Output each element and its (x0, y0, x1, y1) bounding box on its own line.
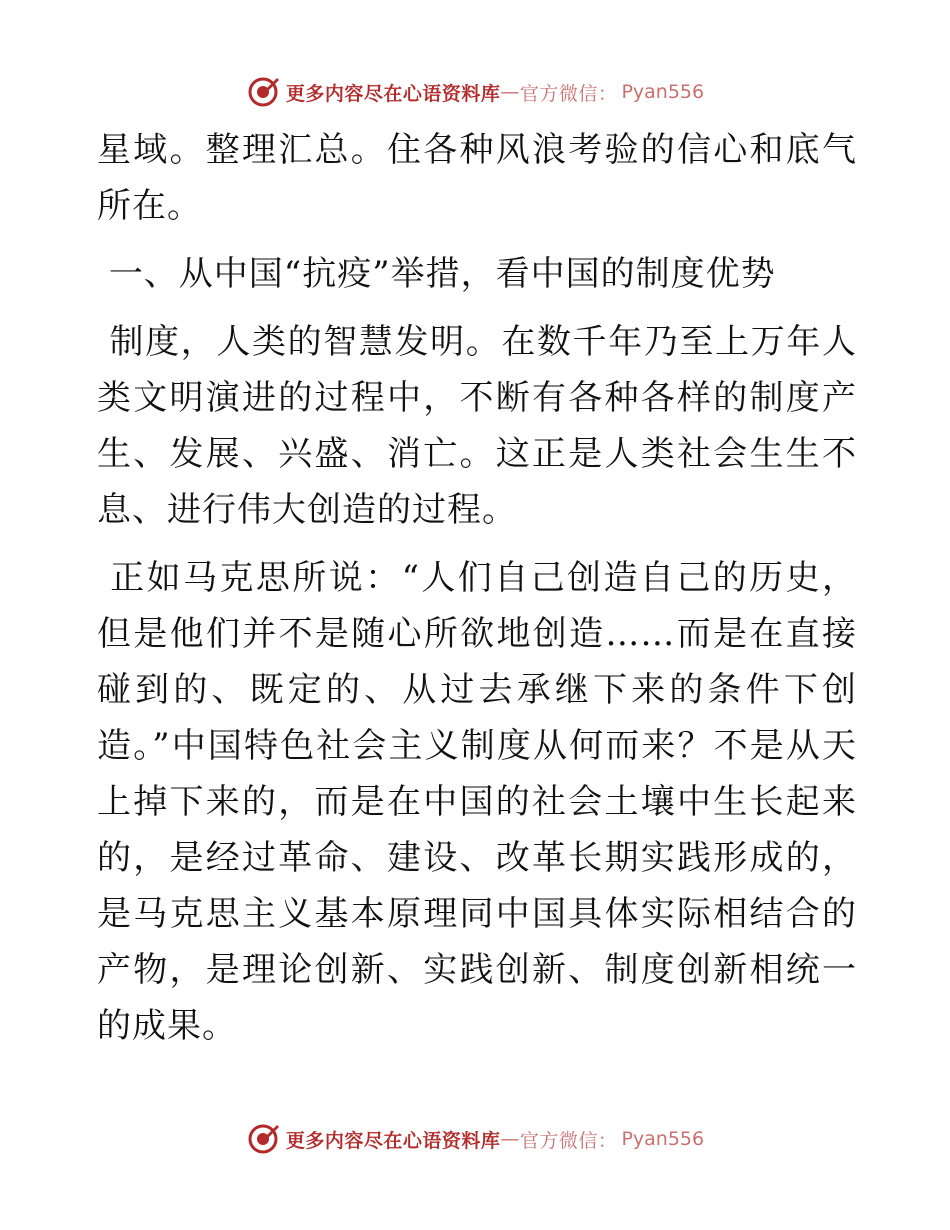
section-heading: 一、从中国“抗疫”举措，看中国的制度优势 (97, 254, 776, 294)
paragraph-1: 星域。整理汇总。住各种风浪考验的信心和底气所在。 (97, 130, 857, 226)
header-banner (0, 72, 950, 112)
banner-main-text: 更多内容尽在心语资料库 (285, 82, 501, 105)
banner-dash: — (500, 1128, 520, 1150)
banner-dash: — (500, 81, 520, 103)
banner-wechat-id: Pyan556 (621, 81, 705, 103)
paragraph-2: 制度，人类的智慧发明。在数千年乃至上万年人类文明演进的过程中，不断有各种各样的制度产生、发展、兴盛、消亡。这正是人类社会生生不息、进行伟大创造的过程。 (97, 322, 857, 530)
banner-main-text: 更多内容尽在心语资料库 (285, 1129, 501, 1152)
footer-banner (0, 1119, 950, 1159)
banner-sub-text: 官方微信： (519, 1129, 618, 1152)
pen-circle-logo-icon (246, 75, 280, 109)
document-body (97, 122, 857, 1066)
banner-wechat-id: Pyan556 (621, 1128, 705, 1150)
paragraph-3: 正如马克思所说：“人们自己创造自己的历史，但是他们并不是随心所欲地创造……而是在直接碰到的、既定的、从过去承继下来的条件下创造。”中国特色社会主义制度从何而来？不是从天上掉下来的，而是在中国的社会土壤中生长起来的，是经过革命、建设、改革长期实践形成的，是马克思主义基本原理同中国具体实际相结合的产物，是理论创新、实践创新、制度创新相统一的成果。 (97, 558, 857, 1046)
pen-circle-logo-icon (246, 1122, 280, 1156)
banner-sub-text: 官方微信： (519, 82, 618, 105)
